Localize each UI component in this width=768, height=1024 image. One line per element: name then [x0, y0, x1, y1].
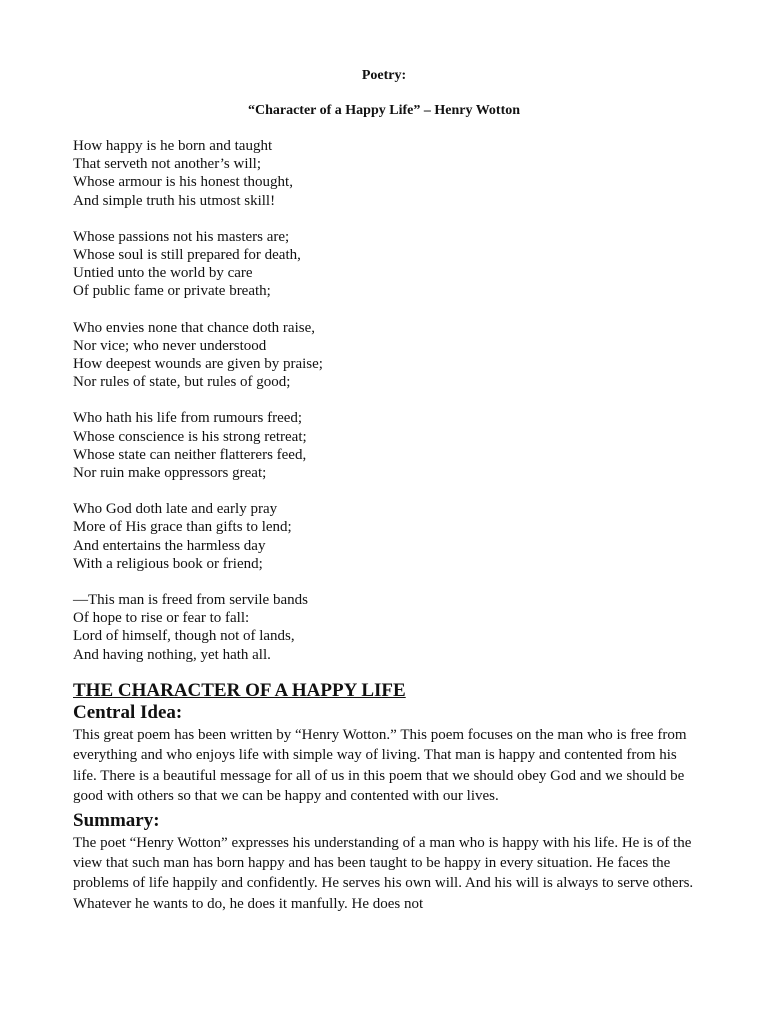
- poem-line: Nor vice; who never understood: [73, 337, 267, 354]
- poem-line: Who God doth late and early pray: [73, 501, 278, 518]
- poem-line: With a religious book or friend;: [73, 555, 263, 572]
- poem-line: Of hope to rise or fear to fall:: [73, 610, 250, 627]
- poem-line: Whose conscience is his strong retreat;: [73, 428, 307, 445]
- analysis-section: [73, 680, 698, 917]
- stanza-4: [73, 409, 673, 482]
- stanza-6: [73, 591, 673, 664]
- summary-text: The poet “Henry Wotton” expresses his understanding of a man who is happy with his life. He is of the view that such man has born happy and has been taught to be happy in every situation. He faces the problems of life happily and confidently. He serves his own will. And his will is always to serve others. Whatever he wants to do, he does it manfully. He does not: [73, 834, 694, 912]
- poem-line: More of His grace than gifts to lend;: [73, 519, 292, 536]
- section-label: Poetry:: [361, 68, 407, 83]
- poem-line: Who envies none that chance doth raise,: [73, 319, 315, 336]
- poem-line: That serveth not another’s will;: [73, 156, 262, 173]
- central-idea-heading: Central Idea:: [73, 702, 183, 723]
- poem-line: Nor ruin make oppressors great;: [73, 465, 267, 482]
- poem-line: Of public fame or private breath;: [73, 283, 271, 300]
- poem-line: Nor rules of state, but rules of good;: [73, 374, 291, 391]
- analysis-title: THE CHARACTER OF A HAPPY LIFE: [73, 680, 406, 701]
- poem-line: How happy is he born and taught: [73, 138, 273, 154]
- stanza-5: [73, 500, 673, 573]
- stanza-1: [73, 137, 673, 210]
- poem-line: How deepest wounds are given by praise;: [73, 356, 323, 373]
- poem-line: And simple truth his utmost skill!: [73, 192, 276, 209]
- poem-line: And having nothing, yet hath all.: [73, 646, 271, 663]
- summary-heading: Summary:: [73, 809, 160, 831]
- poem-line: Whose soul is still prepared for death,: [73, 247, 301, 264]
- poem-line: —This man is freed from servile bands: [73, 592, 308, 609]
- poem-line: Untied unto the world by care: [73, 265, 253, 282]
- poem-line: And entertains the harmless day: [73, 537, 266, 554]
- poem-line: Whose armour is his honest thought,: [73, 174, 293, 191]
- central-idea-text: This great poem has been written by “Henry Wotton.” This poem focuses on the man who is free from everything and who enjoys life with simple way of living. That man is happy and contented from his life. There is a beautiful message for all of us in this poem that we should obey God and we should be good with others so that we can be happy and contented with our lives.: [73, 727, 687, 805]
- stanza-3: [73, 319, 673, 392]
- poem-line: Whose state can neither flatterers feed,: [73, 446, 307, 463]
- stanza-2: [73, 228, 673, 301]
- poem-line: Who hath his life from rumours freed;: [73, 410, 303, 427]
- poem-title: “Character of a Happy Life” – Henry Wotton: [247, 103, 521, 118]
- poem-body: [73, 137, 673, 682]
- poem-line: Whose passions not his masters are;: [73, 228, 290, 245]
- poem-line: Lord of himself, though not of lands,: [73, 628, 295, 645]
